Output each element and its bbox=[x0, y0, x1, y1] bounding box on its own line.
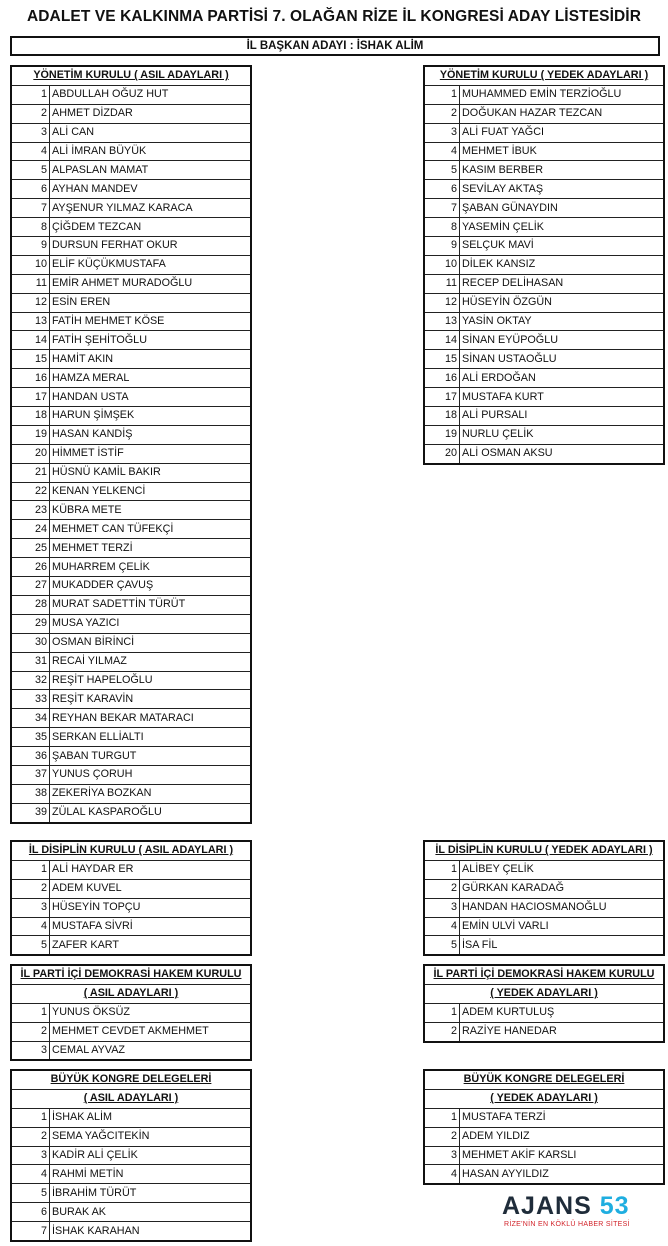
table-row bbox=[425, 898, 664, 917]
table-row bbox=[425, 936, 664, 955]
candidate-name: İSHAK ALİM bbox=[50, 1108, 251, 1127]
row-number: 6 bbox=[12, 180, 50, 199]
row-number: 8 bbox=[425, 218, 460, 237]
disiplin-asil-table bbox=[11, 841, 251, 955]
table-row bbox=[12, 293, 251, 312]
table-row bbox=[425, 274, 664, 293]
table-header-row bbox=[425, 1089, 664, 1108]
row-number: 4 bbox=[425, 1165, 460, 1184]
candidate-name: HİMMET İSTİF bbox=[50, 444, 251, 463]
table-row bbox=[12, 671, 251, 690]
table-row bbox=[425, 879, 664, 898]
table-row bbox=[12, 425, 251, 444]
candidate-name: ŞABAN GÜNAYDIN bbox=[460, 199, 664, 218]
table-row bbox=[425, 331, 664, 350]
candidate-name: HASAN KANDİŞ bbox=[50, 425, 251, 444]
row-number: 31 bbox=[12, 652, 50, 671]
table-row bbox=[425, 425, 664, 444]
candidate-name: GÜRKAN KARADAĞ bbox=[460, 879, 664, 898]
table-header: BÜYÜK KONGRE DELEGELERİ bbox=[425, 1071, 664, 1090]
row-number: 17 bbox=[425, 388, 460, 407]
row-number: 33 bbox=[12, 690, 50, 709]
row-number: 3 bbox=[12, 898, 50, 917]
candidate-name: ALİBEY ÇELİK bbox=[460, 860, 664, 879]
table-header-row bbox=[12, 966, 251, 985]
row-number: 1 bbox=[425, 1003, 460, 1022]
row-number: 39 bbox=[12, 803, 50, 822]
table-row bbox=[12, 1127, 251, 1146]
table-row bbox=[12, 218, 251, 237]
row-number: 3 bbox=[425, 123, 460, 142]
row-number: 5 bbox=[425, 161, 460, 180]
table-row bbox=[12, 274, 251, 293]
row-number: 37 bbox=[12, 765, 50, 784]
row-number: 16 bbox=[12, 369, 50, 388]
candidate-name: KADİR ALİ ÇELİK bbox=[50, 1146, 251, 1165]
candidate-name: AYHAN MANDEV bbox=[50, 180, 251, 199]
row-number: 1 bbox=[425, 1108, 460, 1127]
row-number: 9 bbox=[425, 237, 460, 256]
candidate-name: RAZİYE HANEDAR bbox=[460, 1022, 664, 1041]
table-row bbox=[12, 539, 251, 558]
candidate-name: ALİ ERDOĞAN bbox=[460, 369, 664, 388]
row-number: 16 bbox=[425, 369, 460, 388]
candidate-name: EMİR AHMET MURADOĞLU bbox=[50, 274, 251, 293]
candidate-name: AYŞENUR YILMAZ KARACA bbox=[50, 199, 251, 218]
table-row bbox=[12, 520, 251, 539]
yonetim-asil-table bbox=[11, 66, 251, 823]
candidate-name: HÜSEYİN ÖZGÜN bbox=[460, 293, 664, 312]
table-row bbox=[12, 369, 251, 388]
candidate-name: ALİ FUAT YAĞCI bbox=[460, 123, 664, 142]
table-row bbox=[12, 463, 251, 482]
table-header: İL DİSİPLİN KURULU ( ASIL ADAYLARI ) bbox=[12, 842, 251, 861]
row-number: 22 bbox=[12, 482, 50, 501]
table-header-row bbox=[425, 1071, 664, 1090]
row-number: 36 bbox=[12, 747, 50, 766]
row-number: 3 bbox=[12, 1041, 50, 1060]
candidate-name: HARUN ŞİMŞEK bbox=[50, 407, 251, 426]
row-number: 11 bbox=[12, 274, 50, 293]
row-number: 8 bbox=[12, 218, 50, 237]
table-row bbox=[12, 1203, 251, 1222]
candidate-name: ZÜLAL KASPAROĞLU bbox=[50, 803, 251, 822]
candidate-name: SEVİLAY AKTAŞ bbox=[460, 180, 664, 199]
table-header: İL DİSİPLİN KURULU ( YEDEK ADAYLARI ) bbox=[425, 842, 664, 861]
table-row bbox=[12, 1222, 251, 1241]
logo-wordmark bbox=[502, 1193, 662, 1219]
table-header: BÜYÜK KONGRE DELEGELERİ bbox=[12, 1071, 251, 1090]
table-row bbox=[425, 312, 664, 331]
candidate-name: KASIM BERBER bbox=[460, 161, 664, 180]
candidate-name: REŞİT KARAVİN bbox=[50, 690, 251, 709]
table-header: YÖNETİM KURULU ( YEDEK ADAYLARI ) bbox=[425, 67, 664, 86]
candidate-name: DİLEK KANSIZ bbox=[460, 255, 664, 274]
table-header-row bbox=[12, 984, 251, 1003]
table-row bbox=[12, 784, 251, 803]
logo-brand-text: AJANS bbox=[502, 1192, 592, 1220]
table-row bbox=[425, 255, 664, 274]
table-row bbox=[12, 652, 251, 671]
logo-tagline: RİZE'NİN EN KÖKLÜ HABER SİTESİ bbox=[504, 1221, 630, 1228]
candidate-name: HÜSNÜ KAMİL BAKIR bbox=[50, 463, 251, 482]
table-row bbox=[425, 444, 664, 463]
candidate-name: RECEP DELİHASAN bbox=[460, 274, 664, 293]
table-row bbox=[425, 123, 664, 142]
table-row bbox=[12, 407, 251, 426]
candidate-name: ADEM KUVEL bbox=[50, 879, 251, 898]
table-row bbox=[12, 180, 251, 199]
candidate-name: YUNUS ÇORUH bbox=[50, 765, 251, 784]
row-number: 2 bbox=[12, 879, 50, 898]
row-number: 10 bbox=[12, 255, 50, 274]
candidate-name: HÜSEYİN TOPÇU bbox=[50, 898, 251, 917]
candidate-name: DURSUN FERHAT OKUR bbox=[50, 237, 251, 256]
candidate-name: HAMZA MERAL bbox=[50, 369, 251, 388]
table-row bbox=[425, 1003, 664, 1022]
row-number: 19 bbox=[12, 425, 50, 444]
candidate-name: MUHARREM ÇELİK bbox=[50, 558, 251, 577]
table-row bbox=[12, 237, 251, 256]
row-number: 2 bbox=[425, 1022, 460, 1041]
logo-brand-number: 53 bbox=[599, 1192, 630, 1220]
candidate-name: REŞİT HAPELOĞLU bbox=[50, 671, 251, 690]
table-row bbox=[425, 293, 664, 312]
row-number: 14 bbox=[425, 331, 460, 350]
candidate-name: ESİN EREN bbox=[50, 293, 251, 312]
candidate-name: ADEM KURTULUŞ bbox=[460, 1003, 664, 1022]
table-row bbox=[12, 577, 251, 596]
candidate-name: ZAFER KART bbox=[50, 936, 251, 955]
row-number: 5 bbox=[425, 936, 460, 955]
table-row bbox=[12, 633, 251, 652]
ajans53-logo bbox=[502, 1193, 662, 1233]
table-row bbox=[12, 501, 251, 520]
table-row bbox=[12, 1022, 251, 1041]
row-number: 21 bbox=[12, 463, 50, 482]
table-header-row bbox=[12, 842, 251, 861]
candidate-name: ALİ HAYDAR ER bbox=[50, 860, 251, 879]
candidate-name: İBRAHİM TÜRÜT bbox=[50, 1184, 251, 1203]
row-number: 13 bbox=[425, 312, 460, 331]
delegeler-yedek-table bbox=[424, 1070, 664, 1184]
row-number: 30 bbox=[12, 633, 50, 652]
row-number: 20 bbox=[425, 444, 460, 463]
row-number: 20 bbox=[12, 444, 50, 463]
candidate-name: ALİ PURSALI bbox=[460, 407, 664, 426]
row-number: 5 bbox=[12, 1184, 50, 1203]
row-number: 2 bbox=[425, 104, 460, 123]
table-header-row bbox=[425, 984, 664, 1003]
candidate-name: MUSTAFA SİVRİ bbox=[50, 917, 251, 936]
candidate-name: SİNAN USTAOĞLU bbox=[460, 350, 664, 369]
candidate-name: MURAT SADETTİN TÜRÜT bbox=[50, 595, 251, 614]
president-candidate-banner: İL BAŞKAN ADAYI : İSHAK ALİM bbox=[10, 36, 660, 56]
table-row bbox=[425, 407, 664, 426]
candidate-name: ADEM YILDIZ bbox=[460, 1127, 664, 1146]
table-row bbox=[12, 1041, 251, 1060]
table-row bbox=[425, 161, 664, 180]
candidate-name: RECAİ YILMAZ bbox=[50, 652, 251, 671]
candidate-name: KENAN YELKENCİ bbox=[50, 482, 251, 501]
candidate-name: SEMA YAĞCITEKİN bbox=[50, 1127, 251, 1146]
row-number: 24 bbox=[12, 520, 50, 539]
candidate-name: MUSTAFA KURT bbox=[460, 388, 664, 407]
table-row bbox=[12, 312, 251, 331]
row-number: 2 bbox=[12, 1022, 50, 1041]
row-number: 5 bbox=[12, 936, 50, 955]
row-number: 9 bbox=[12, 237, 50, 256]
row-number: 4 bbox=[12, 1165, 50, 1184]
table-row bbox=[12, 1003, 251, 1022]
candidate-name: HAMİT AKIN bbox=[50, 350, 251, 369]
table-row bbox=[12, 331, 251, 350]
row-number: 1 bbox=[12, 1003, 50, 1022]
table-row bbox=[12, 1184, 251, 1203]
table-header-row bbox=[425, 842, 664, 861]
row-number: 38 bbox=[12, 784, 50, 803]
row-number: 23 bbox=[12, 501, 50, 520]
table-header: ( ASIL ADAYLARI ) bbox=[12, 984, 251, 1003]
table-row bbox=[12, 350, 251, 369]
candidate-name: SİNAN EYÜPOĞLU bbox=[460, 331, 664, 350]
table-row bbox=[12, 803, 251, 822]
table-row bbox=[12, 709, 251, 728]
row-number: 4 bbox=[425, 142, 460, 161]
row-number: 14 bbox=[12, 331, 50, 350]
row-number: 26 bbox=[12, 558, 50, 577]
candidate-name: MEHMET CAN TÜFEKÇİ bbox=[50, 520, 251, 539]
row-number: 1 bbox=[425, 860, 460, 879]
row-number: 2 bbox=[12, 104, 50, 123]
row-number: 4 bbox=[12, 142, 50, 161]
row-number: 35 bbox=[12, 728, 50, 747]
candidate-name: İSHAK KARAHAN bbox=[50, 1222, 251, 1241]
candidate-name: HANDAN HACIOSMANOĞLU bbox=[460, 898, 664, 917]
table-row bbox=[425, 1127, 664, 1146]
row-number: 1 bbox=[425, 85, 460, 104]
row-number: 3 bbox=[12, 123, 50, 142]
table-row bbox=[12, 123, 251, 142]
row-number: 28 bbox=[12, 595, 50, 614]
table-row bbox=[12, 388, 251, 407]
candidate-name: MUSA YAZICI bbox=[50, 614, 251, 633]
row-number: 12 bbox=[425, 293, 460, 312]
table-row bbox=[12, 765, 251, 784]
row-number: 13 bbox=[12, 312, 50, 331]
candidate-name: MUSTAFA TERZİ bbox=[460, 1108, 664, 1127]
row-number: 4 bbox=[12, 917, 50, 936]
candidate-name: ŞABAN TURGUT bbox=[50, 747, 251, 766]
table-row bbox=[12, 444, 251, 463]
row-number: 32 bbox=[12, 671, 50, 690]
candidate-name: EMİN ULVİ VARLI bbox=[460, 917, 664, 936]
row-number: 3 bbox=[425, 1146, 460, 1165]
row-number: 5 bbox=[12, 161, 50, 180]
row-number: 10 bbox=[425, 255, 460, 274]
candidate-name: RAHMİ METİN bbox=[50, 1165, 251, 1184]
table-row bbox=[12, 161, 251, 180]
yonetim-yedek-table bbox=[424, 66, 664, 464]
table-header-row bbox=[425, 67, 664, 86]
table-row bbox=[425, 1108, 664, 1127]
candidate-name: MEHMET CEVDET AKMEHMET bbox=[50, 1022, 251, 1041]
table-header: ( YEDEK ADAYLARI ) bbox=[425, 984, 664, 1003]
candidate-name: MEHMET TERZİ bbox=[50, 539, 251, 558]
row-number: 6 bbox=[12, 1203, 50, 1222]
table-row bbox=[12, 85, 251, 104]
candidate-name: DOĞUKAN HAZAR TEZCAN bbox=[460, 104, 664, 123]
table-row bbox=[12, 860, 251, 879]
table-row bbox=[12, 917, 251, 936]
table-row bbox=[425, 917, 664, 936]
candidate-name: NURLU ÇELİK bbox=[460, 425, 664, 444]
table-row bbox=[12, 255, 251, 274]
table-header: İL PARTİ İÇİ DEMOKRASİ HAKEM KURULU bbox=[425, 966, 664, 985]
table-row bbox=[12, 690, 251, 709]
candidate-name: MEHMET AKİF KARSLI bbox=[460, 1146, 664, 1165]
candidate-name: ALPASLAN MAMAT bbox=[50, 161, 251, 180]
table-header-row bbox=[12, 1089, 251, 1108]
table-header: ( YEDEK ADAYLARI ) bbox=[425, 1089, 664, 1108]
row-number: 18 bbox=[425, 407, 460, 426]
table-row bbox=[425, 85, 664, 104]
table-row bbox=[425, 369, 664, 388]
table-row bbox=[425, 1022, 664, 1041]
candidate-name: ALİ CAN bbox=[50, 123, 251, 142]
candidate-name: YASEMİN ÇELİK bbox=[460, 218, 664, 237]
hakem-asil-table bbox=[11, 965, 251, 1060]
table-row bbox=[425, 1146, 664, 1165]
candidate-name: SELÇUK MAVİ bbox=[460, 237, 664, 256]
table-row bbox=[12, 614, 251, 633]
table-row bbox=[12, 879, 251, 898]
row-number: 7 bbox=[12, 1222, 50, 1241]
row-number: 19 bbox=[425, 425, 460, 444]
candidate-name: HANDAN USTA bbox=[50, 388, 251, 407]
candidate-name: FATİH ŞEHİTOĞLU bbox=[50, 331, 251, 350]
table-row bbox=[12, 747, 251, 766]
table-row bbox=[425, 388, 664, 407]
candidate-name: İSA FİL bbox=[460, 936, 664, 955]
disiplin-yedek-table bbox=[424, 841, 664, 955]
table-row bbox=[425, 350, 664, 369]
table-row bbox=[12, 595, 251, 614]
table-row bbox=[425, 180, 664, 199]
row-number: 2 bbox=[425, 1127, 460, 1146]
row-number: 27 bbox=[12, 577, 50, 596]
row-number: 1 bbox=[12, 85, 50, 104]
row-number: 34 bbox=[12, 709, 50, 728]
table-row bbox=[425, 1165, 664, 1184]
candidate-name: AHMET DİZDAR bbox=[50, 104, 251, 123]
candidate-name: HASAN AYYILDIZ bbox=[460, 1165, 664, 1184]
table-row bbox=[12, 898, 251, 917]
table-row bbox=[12, 558, 251, 577]
table-row bbox=[425, 218, 664, 237]
table-header: ( ASIL ADAYLARI ) bbox=[12, 1089, 251, 1108]
table-row bbox=[425, 199, 664, 218]
candidate-name: ALİ OSMAN AKSU bbox=[460, 444, 664, 463]
hakem-yedek-table bbox=[424, 965, 664, 1042]
table-row bbox=[425, 237, 664, 256]
candidate-name: ELİF KÜÇÜKMUSTAFA bbox=[50, 255, 251, 274]
candidate-name: KÜBRA METE bbox=[50, 501, 251, 520]
candidate-name: ALİ İMRAN BÜYÜK bbox=[50, 142, 251, 161]
table-row bbox=[12, 482, 251, 501]
candidate-name: MEHMET İBUK bbox=[460, 142, 664, 161]
row-number: 7 bbox=[12, 199, 50, 218]
row-number: 3 bbox=[425, 898, 460, 917]
row-number: 6 bbox=[425, 180, 460, 199]
table-row bbox=[12, 199, 251, 218]
table-header: İL PARTİ İÇİ DEMOKRASİ HAKEM KURULU bbox=[12, 966, 251, 985]
table-row bbox=[12, 142, 251, 161]
row-number: 7 bbox=[425, 199, 460, 218]
candidate-name: YUNUS ÖKSÜZ bbox=[50, 1003, 251, 1022]
table-row bbox=[425, 860, 664, 879]
row-number: 25 bbox=[12, 539, 50, 558]
candidate-name: CEMAL AYVAZ bbox=[50, 1041, 251, 1060]
document-title: ADALET VE KALKINMA PARTİSİ 7. OLAĞAN RİZE İL KONGRESİ ADAY LİSTESİDİR bbox=[26, 8, 642, 25]
row-number: 11 bbox=[425, 274, 460, 293]
table-row bbox=[425, 104, 664, 123]
row-number: 3 bbox=[12, 1146, 50, 1165]
candidate-name: YASİN OKTAY bbox=[460, 312, 664, 331]
table-header-row bbox=[425, 966, 664, 985]
candidate-name: FATİH MEHMET KÖSE bbox=[50, 312, 251, 331]
candidate-name: MUHAMMED EMİN TERZİOĞLU bbox=[460, 85, 664, 104]
table-header: YÖNETİM KURULU ( ASIL ADAYLARI ) bbox=[12, 67, 251, 86]
table-row bbox=[12, 936, 251, 955]
table-row bbox=[12, 104, 251, 123]
row-number: 15 bbox=[12, 350, 50, 369]
table-header-row bbox=[12, 1071, 251, 1090]
row-number: 4 bbox=[425, 917, 460, 936]
candidate-name: SERKAN ELLİALTI bbox=[50, 728, 251, 747]
candidate-name: OSMAN BİRİNCİ bbox=[50, 633, 251, 652]
table-row bbox=[12, 1165, 251, 1184]
table-row bbox=[12, 1146, 251, 1165]
candidate-name: BURAK AK bbox=[50, 1203, 251, 1222]
table-header-row bbox=[12, 67, 251, 86]
table-row bbox=[12, 1108, 251, 1127]
candidate-name: ÇİĞDEM TEZCAN bbox=[50, 218, 251, 237]
candidate-name: ABDULLAH OĞUZ HUT bbox=[50, 85, 251, 104]
row-number: 29 bbox=[12, 614, 50, 633]
row-number: 18 bbox=[12, 407, 50, 426]
row-number: 1 bbox=[12, 1108, 50, 1127]
candidate-name: MUKADDER ÇAVUŞ bbox=[50, 577, 251, 596]
row-number: 17 bbox=[12, 388, 50, 407]
table-row bbox=[425, 142, 664, 161]
candidate-name: REYHAN BEKAR MATARACI bbox=[50, 709, 251, 728]
row-number: 12 bbox=[12, 293, 50, 312]
row-number: 1 bbox=[12, 860, 50, 879]
table-row bbox=[12, 728, 251, 747]
row-number: 15 bbox=[425, 350, 460, 369]
candidate-name: ZEKERİYA BOZKAN bbox=[50, 784, 251, 803]
row-number: 2 bbox=[12, 1127, 50, 1146]
row-number: 2 bbox=[425, 879, 460, 898]
delegeler-asil-table bbox=[11, 1070, 251, 1241]
